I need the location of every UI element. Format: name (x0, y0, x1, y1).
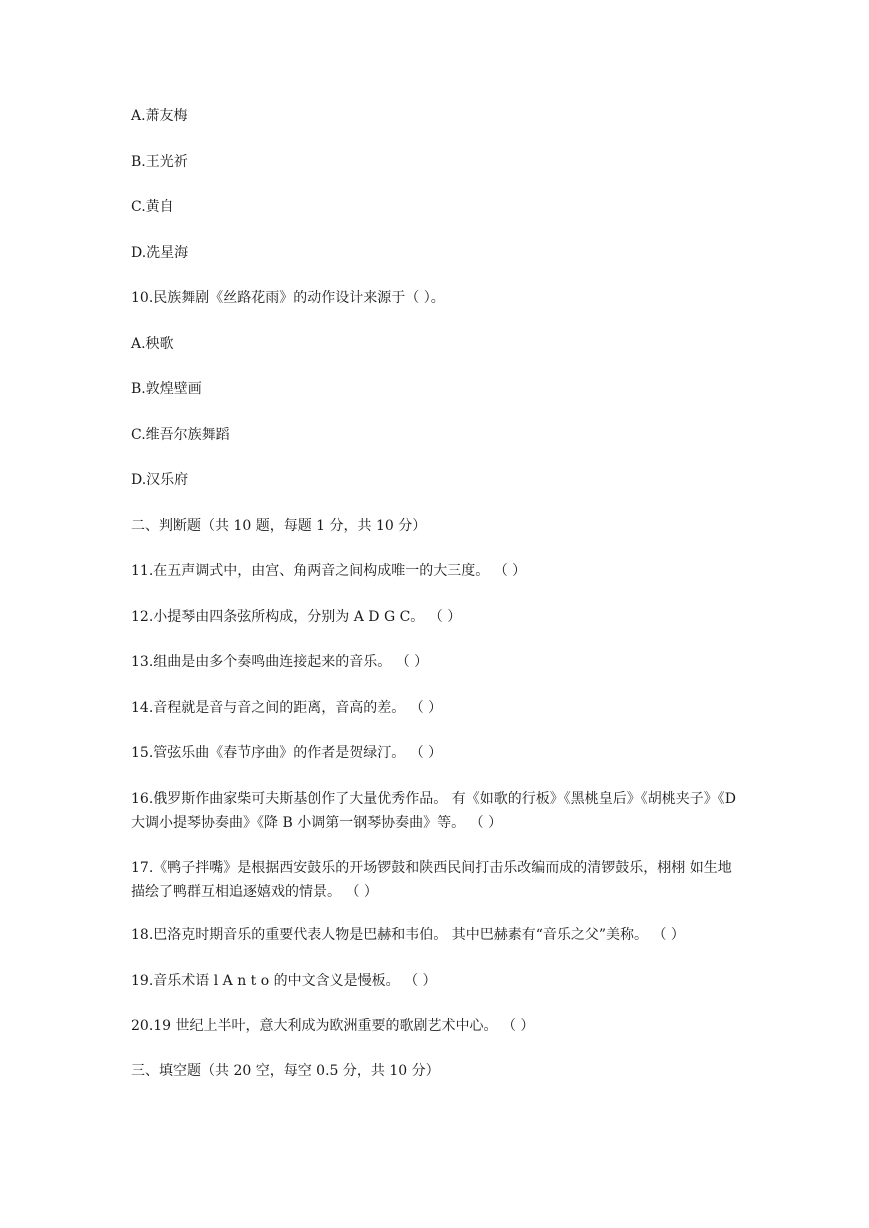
question-10: 10.民族舞剧《丝路花雨》的动作设计来源于（ ）。 (131, 290, 445, 306)
question-13: 13.组曲是由多个奏鸣曲连接起来的音乐。 （ ） (131, 654, 429, 670)
option-c-q10: C.维吾尔族舞蹈 (131, 427, 230, 443)
question-19: 19.音乐术语 l A n t o 的中文含义是慢板。 （ ） (131, 973, 437, 989)
option-b-q9: B.王光祈 (131, 154, 188, 170)
section-heading-judgement: 二、判断题（共 10 题，每题 1 分，共 10 分） (131, 518, 427, 534)
question-17: 17.《鸭子拌嘴》是根据西安鼓乐的开场锣鼓和陕西民间打击乐改编而成的清锣鼓乐，栩栩 如生地描绘了鸭群互相追逐嬉戏的情景。 （ ） (131, 860, 732, 900)
option-a-q9: A.萧友梅 (131, 108, 188, 124)
question-12: 12.小提琴由四条弦所构成，分别为 A D G C。 （ ） (131, 609, 462, 625)
option-d-q10: D.汉乐府 (131, 472, 189, 488)
option-c-q9: C.黄自 (131, 199, 174, 215)
question-15: 15.管弦乐曲《春节序曲》的作者是贺绿汀。 （ ） (131, 745, 443, 761)
question-16: 16.俄罗斯作曲家柴可夫斯基创作了大量优秀作品。 有《如歌的行板》《黑桃皇后》《胡桃夹子》《D 大调小提琴协奏曲》《降 B 小调第一钢琴协奏曲》等。 （ ） (131, 791, 736, 831)
option-b-q10: B.敦煌壁画 (131, 381, 202, 397)
section-heading-fill-blank: 三、填空题（共 20 空，每空 0.5 分，共 10 分） (131, 1063, 440, 1079)
question-11: 11.在五声调式中，由宫、角两音之间构成唯一的大三度。 （ ） (131, 563, 527, 579)
question-18: 18.巴洛克时期音乐的重要代表人物是巴赫和韦伯。 其中巴赫素有“音乐之父”美称。 （ ） (131, 927, 685, 943)
option-a-q10: A.秧歌 (131, 336, 174, 352)
question-14: 14.音程就是音与音之间的距离，音高的差。 （ ） (131, 700, 443, 716)
option-d-q9: D.冼星海 (131, 245, 189, 261)
question-20: 20.19 世纪上半叶，意大利成为欧洲重要的歌剧艺术中心。 （ ） (131, 1018, 535, 1034)
